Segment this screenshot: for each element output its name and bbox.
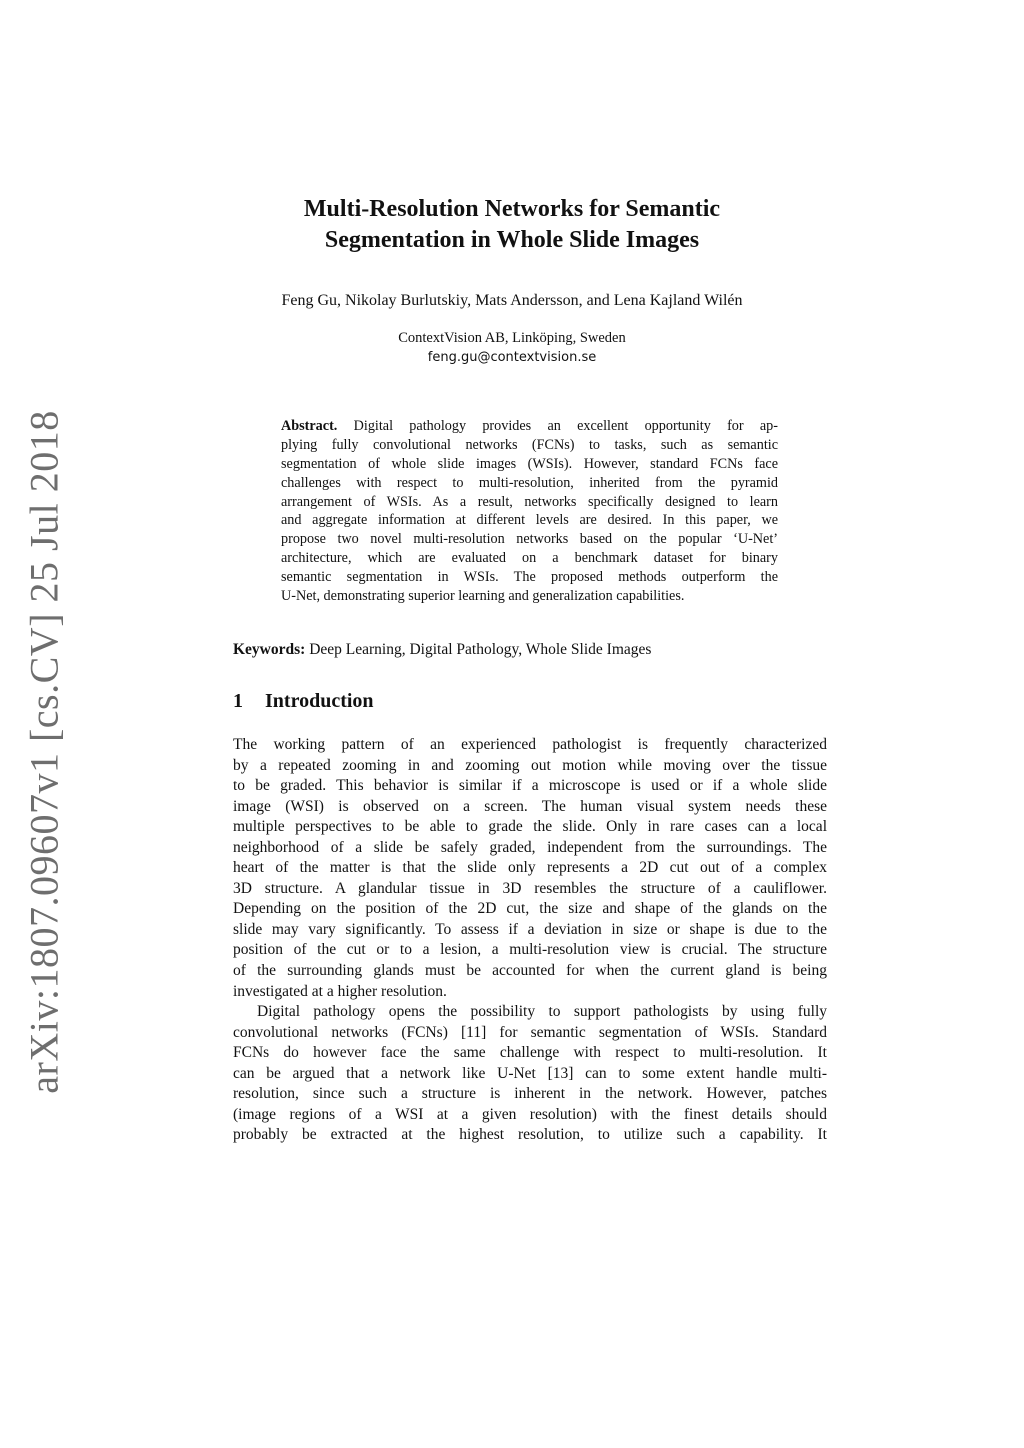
abstract-line: propose two novel multi-resolution networks based on the popular ‘U-Net’	[281, 531, 778, 548]
body-text	[233, 735, 827, 1146]
contact-email: feng.gu@contextvision.se	[427, 350, 597, 365]
body-line: investigated at a higher resolution.	[233, 982, 447, 1000]
abstract	[281, 417, 778, 606]
body-line: probably be extracted at the highest resolution, to utilize such a capability. It	[233, 1126, 827, 1144]
paper-title	[0, 194, 1024, 256]
paper-title-line-2: Segmentation in Whole Slide Images	[324, 227, 700, 253]
arxiv-stamp: arXiv:1807.09607v1 [cs.CV] 25 Jul 2018	[21, 410, 67, 1094]
body-line: resolution, since such a structure is inherent in the network. However, patches	[233, 1085, 827, 1103]
abstract-line: semantic segmentation in WSIs. The proposed methods outperform the	[281, 569, 778, 586]
abstract-line: and aggregate information at different levels are desired. In this paper, we	[281, 512, 778, 529]
body-line: image (WSI) is observed on a screen. The human visual system needs these	[233, 797, 827, 815]
body-line: 3D structure. A glandular tissue in 3D resembles the structure of a cauliflower.	[233, 879, 827, 897]
body-line: position of the cut or to a lesion, a multi-resolution view is crucial. The structure	[233, 941, 827, 959]
abstract-line-text: Digital pathology provides an excellent opportunity for ap-	[353, 418, 779, 434]
keywords-text: Deep Learning, Digital Pathology, Whole Slide Images	[309, 641, 652, 658]
section-number: 1	[233, 690, 243, 712]
body-line: The working pattern of an experienced pathologist is frequently characterized	[233, 736, 827, 753]
paper-title-line-1: Multi-Resolution Networks for Semantic	[303, 196, 721, 222]
body-line: Depending on the position of the 2D cut, the size and shape of the glands on the	[233, 900, 827, 918]
body-line: heart of the matter is that the slide only represents a 2D cut out of a complex	[233, 859, 827, 877]
section-heading	[233, 690, 374, 713]
abstract-line: architecture, which are evaluated on a benchmark dataset for binary	[281, 550, 778, 567]
body-line: convolutional networks (FCNs) [11] for semantic segmentation of WSIs. Standard	[233, 1023, 827, 1041]
abstract-line: U-Net, demonstrating superior learning and generalization capabilities.	[281, 588, 685, 605]
body-line: FCNs do however face the same challenge with respect to multi-resolution. It	[233, 1044, 827, 1062]
section-title: Introduction	[265, 690, 374, 712]
body-line: (image regions of a WSI at a given resolution) with the finest details should	[233, 1105, 827, 1123]
body-line: can be argued that a network like U-Net [13] can to some extent handle multi-	[233, 1064, 827, 1082]
affiliation: ContextVision AB, Linköping, Sweden	[398, 330, 626, 346]
keywords-label: Keywords:	[233, 641, 306, 658]
abstract-line: segmentation of whole slide images (WSIs). However, standard FCNs face	[281, 455, 778, 472]
body-line: of the surrounding glands must be accounted for when the current gland is being	[233, 962, 827, 980]
keywords	[233, 641, 651, 659]
body-line: to be graded. This behavior is similar if a microscope is used or if a whole slide	[233, 777, 827, 795]
body-line: Digital pathology opens the possibility to support pathologists by using fully	[257, 1003, 827, 1021]
abstract-line: challenges with respect to multi-resolution, inherited from the pyramid	[281, 474, 778, 491]
abstract-line	[281, 417, 778, 436]
body-line: by a repeated zooming in and zooming out motion while moving over the tissue	[233, 756, 827, 774]
abstract-label: Abstract.	[281, 418, 338, 434]
author-list: Feng Gu, Nikolay Burlutskiy, Mats Andersson, and Lena Kajland Wilén	[281, 292, 743, 309]
body-line: multiple perspectives to be able to grade the slide. Only in rare cases can a local	[233, 818, 827, 836]
abstract-line: plying fully convolutional networks (FCNs) to tasks, such as semantic	[281, 436, 778, 453]
body-line: neighborhood of a slide be safely graded, independent from the surroundings. The	[233, 838, 827, 856]
abstract-line: arrangement of WSIs. As a result, networks specifically designed to learn	[281, 493, 778, 510]
body-line: slide may vary significantly. To assess if a deviation in size or shape is due to the	[233, 920, 827, 938]
